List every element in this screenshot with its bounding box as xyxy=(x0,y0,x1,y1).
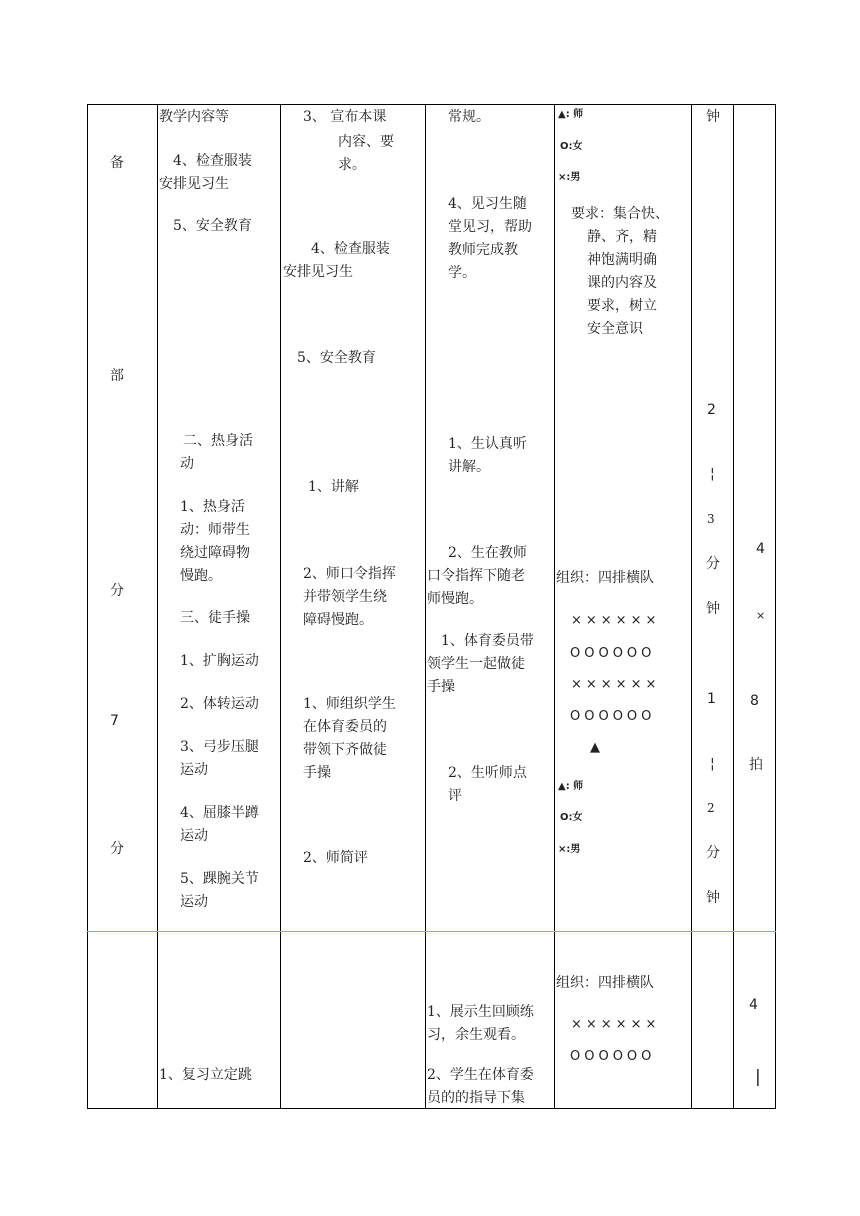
count-label: | xyxy=(755,1067,761,1087)
teacher-activity-line: 4、检查服装 xyxy=(311,241,390,257)
content-line: 慢跑。 xyxy=(180,568,222,584)
student-activity-line: 1、体育委员带 xyxy=(441,633,534,649)
content-line: 运动 xyxy=(180,762,208,778)
student-activity-line: 4、见习生随 xyxy=(448,196,527,212)
count-label: 拍 xyxy=(749,757,763,773)
count-label: × xyxy=(756,609,766,622)
section-label-char: 分 xyxy=(110,841,124,857)
col-divider-5 xyxy=(691,104,692,1109)
student-activity-line: 习，余生观看。 xyxy=(427,1027,525,1043)
time-label: 3 xyxy=(707,512,715,526)
formation-row-female: OOOOOO xyxy=(570,1049,656,1064)
content-line: 5、安全教育 xyxy=(173,218,252,234)
legend-female: O:女 xyxy=(560,141,583,152)
formation-row-male: ×××××× xyxy=(571,677,661,692)
row-divider xyxy=(87,931,776,932)
count-label: 8 xyxy=(750,693,759,709)
time-label: 钟 xyxy=(706,601,720,617)
time-label: 钟 xyxy=(706,109,720,125)
time-label: 分 xyxy=(706,845,720,861)
time-label: 分 xyxy=(706,556,720,572)
count-label: 4 xyxy=(749,997,758,1013)
col-divider-1 xyxy=(157,104,158,1109)
content-line: 5、踝腕关节 xyxy=(180,871,259,887)
content-line: 1、扩胸运动 xyxy=(180,653,259,669)
content-line: 绕过障碍物 xyxy=(180,545,250,561)
col-divider-3 xyxy=(425,104,426,1109)
teacher-activity-line: 安排见习生 xyxy=(283,264,353,280)
table-border-right xyxy=(775,104,776,1109)
col-divider-6 xyxy=(733,104,734,1109)
requirement-line: 课的内容及 xyxy=(587,275,657,291)
legend-male: ×:男 xyxy=(558,172,581,183)
formation-row-male: ×××××× xyxy=(571,613,661,628)
legend-teacher: ▲: 师 xyxy=(558,781,584,792)
content-line: 1、热身活 xyxy=(180,499,245,515)
student-activity-line: 2、生听师点 xyxy=(448,765,527,781)
time-label: 1 xyxy=(707,691,716,707)
requirement-line: 神饱满明确 xyxy=(587,252,657,268)
table-border-left xyxy=(87,104,88,1109)
student-activity-line: 领学生一起做徒 xyxy=(427,656,525,672)
student-activity-line: 常规。 xyxy=(448,109,490,125)
content-line: 3、弓步压腿 xyxy=(180,739,259,755)
content-line: 4、屈膝半蹲 xyxy=(180,805,259,821)
student-activity-line: 1、展示生回顾练 xyxy=(427,1004,534,1020)
student-activity-line: 员的的指导下集 xyxy=(427,1090,525,1106)
legend-female: O:女 xyxy=(560,812,583,823)
legend-male: ×:男 xyxy=(558,844,581,855)
student-activity-line: 讲解。 xyxy=(448,459,490,475)
student-activity-line: 口令指挥下随老 xyxy=(427,568,525,584)
content-line: 教学内容等 xyxy=(159,109,229,125)
teacher-activity-line: 求。 xyxy=(338,157,366,173)
teacher-activity-line: 1、师组织学生 xyxy=(303,696,396,712)
student-activity-line: 教师完成教 xyxy=(448,242,518,258)
student-activity-line: 2、学生在体育委 xyxy=(427,1067,534,1083)
teacher-activity-line: 2、师口令指挥 xyxy=(303,566,396,582)
requirement-line: 安全意识 xyxy=(587,321,643,337)
section-label-char: 部 xyxy=(110,368,124,384)
teacher-activity-line: 内容、要 xyxy=(338,134,394,150)
time-label: 2 xyxy=(707,402,716,418)
teacher-activity-line: 1、讲解 xyxy=(308,479,359,495)
teacher-activity-line: 2、师简评 xyxy=(303,850,368,866)
formation-row-female: OOOOOO xyxy=(570,646,656,661)
requirement-line: 要求，树立 xyxy=(587,298,657,314)
col-divider-2 xyxy=(280,104,281,1109)
formation-row-male: ×××××× xyxy=(571,1017,661,1032)
teacher-activity-line: 障碍慢跑。 xyxy=(303,612,373,628)
content-line: 运动 xyxy=(180,828,208,844)
col-divider-4 xyxy=(554,104,555,1109)
section-label-char: 备 xyxy=(110,155,124,171)
content-line: 运动 xyxy=(180,894,208,910)
content-line: 1、复习立定跳 xyxy=(159,1067,252,1083)
requirement-line: 静、齐，精 xyxy=(587,229,657,245)
legend-teacher: ▲: 师 xyxy=(558,109,584,120)
content-line: 二、热身活 xyxy=(183,433,253,449)
content-line: 动 xyxy=(180,456,194,472)
table-border-top xyxy=(87,104,776,105)
student-activity-line: 1、生认真听 xyxy=(448,436,527,452)
teacher-position-icon: ▲ xyxy=(590,740,604,755)
student-activity-line: 手操 xyxy=(427,679,455,695)
student-activity-line: 堂见习，帮助 xyxy=(448,219,532,235)
formation-label: 组织：四排横队 xyxy=(556,570,654,586)
content-line: 安排见习生 xyxy=(159,176,229,192)
formation-label: 组织：四排横队 xyxy=(556,975,654,991)
count-label: 4 xyxy=(756,541,765,557)
requirement-line: 要求：集合快、 xyxy=(571,206,669,222)
teacher-activity-line: 并带领学生绕 xyxy=(303,589,387,605)
content-line: 2、体转运动 xyxy=(180,696,259,712)
content-line: 三、徒手操 xyxy=(180,610,250,626)
formation-row-female: OOOOOO xyxy=(570,709,656,724)
student-activity-line: 师慢跑。 xyxy=(427,591,483,607)
teacher-activity-line: 带领下齐做徒 xyxy=(303,742,387,758)
student-activity-line: 评 xyxy=(448,788,462,804)
time-label: ¦ xyxy=(710,756,715,772)
teacher-activity-line: 3、 宣布本课 xyxy=(303,109,387,125)
student-activity-line: 2、生在教师 xyxy=(448,545,527,561)
content-line: 动：师带生 xyxy=(180,522,250,538)
time-label: ¦ xyxy=(710,466,715,482)
teacher-activity-line: 在体育委员的 xyxy=(303,719,387,735)
content-line: 4、检查服装 xyxy=(173,153,252,169)
time-label: 钟 xyxy=(706,890,720,906)
student-activity-line: 学。 xyxy=(448,265,476,281)
section-label-char: 分 xyxy=(110,583,124,599)
teacher-activity-line: 5、安全教育 xyxy=(297,350,376,366)
teacher-activity-line: 手操 xyxy=(303,765,331,781)
time-label: 2 xyxy=(707,801,715,815)
section-label-char: 7 xyxy=(110,713,119,729)
